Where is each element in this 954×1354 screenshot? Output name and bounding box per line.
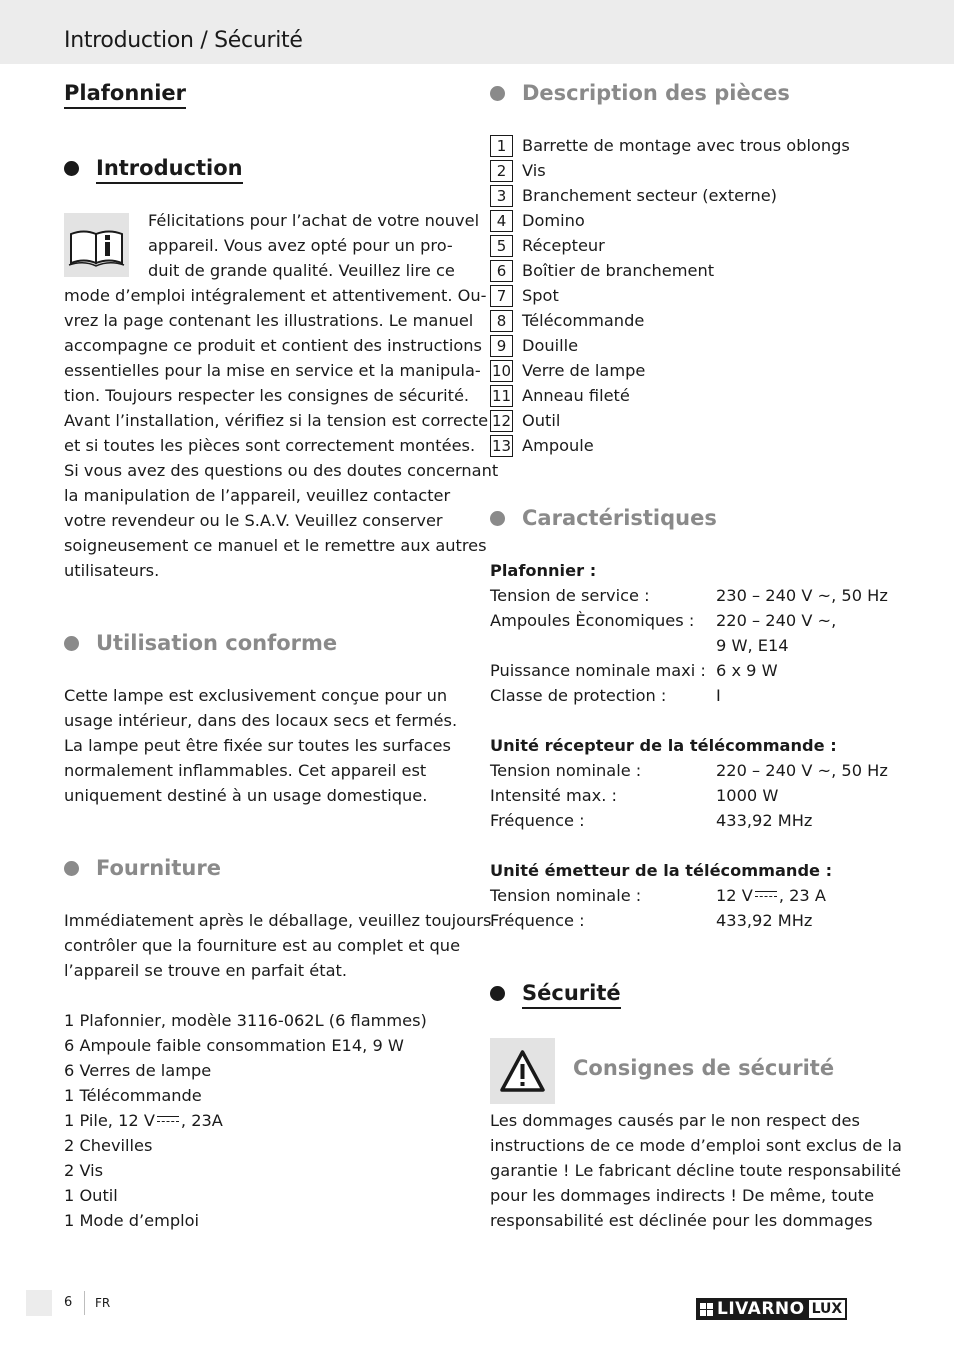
supply-item: 1 Outil: [64, 1186, 118, 1205]
supply-item: 1 Télécommande: [64, 1086, 202, 1105]
section-parts-heading: [490, 80, 790, 106]
spec-row: [490, 808, 890, 833]
spec-label: [490, 633, 716, 658]
text-line: pour les dommages indirects ! De même, toute: [490, 1186, 875, 1205]
part-number: 9: [490, 335, 513, 357]
spec-value: 9 W, E14: [716, 636, 789, 655]
logo-text: LIVARNO: [717, 1299, 805, 1319]
text-line: Les dommages causés par le non respect des: [490, 1111, 860, 1130]
section-heading-text: Fourniture: [96, 856, 221, 880]
bullet-icon: [64, 861, 79, 876]
specs-lamp-title: Plafonnier :: [490, 561, 597, 580]
spec-value: I: [716, 686, 721, 705]
supply-item: 6 Ampoule faible consommation E14, 9 W: [64, 1036, 404, 1055]
section-heading-text: Sécurité: [522, 980, 621, 1009]
section-heading-text: Caractéristiques: [522, 506, 717, 530]
text-line: La lampe peut être fixée sur toutes les surfaces: [64, 736, 451, 755]
page-number: 6: [64, 1295, 73, 1310]
part-label: Barrette de montage avec trous oblongs: [522, 136, 850, 155]
supply-item: 6 Verres de lampe: [64, 1061, 212, 1080]
part-number: 6: [490, 260, 513, 282]
text-line: appareil. Vous avez opté pour un pro-: [148, 236, 453, 255]
spec-value: 6 x 9 W: [716, 661, 778, 680]
text-line: Si vous avez des questions ou des doutes concernant: [64, 461, 499, 480]
text-line: Immédiatement après le déballage, veuillez toujours: [64, 911, 492, 930]
part-item: [490, 433, 850, 458]
part-number: 12: [491, 411, 512, 430]
part-label: Branchement secteur (externe): [522, 186, 777, 205]
bullet-icon: [490, 86, 505, 101]
spec-row: Tension nominale : 12 V , 23 A: [490, 886, 826, 905]
part-number: 1: [490, 135, 513, 157]
bullet-icon: [490, 511, 505, 526]
spec-row: [490, 633, 890, 658]
warning-triangle-icon: [490, 1038, 555, 1104]
part-item: [490, 158, 850, 183]
text-line: Félicitations pour l’achat de votre nouvel: [148, 211, 480, 230]
part-label: Domino: [522, 211, 585, 230]
bullet-icon: [64, 636, 79, 651]
section-introduction-heading: [64, 155, 243, 184]
part-number: 4: [490, 210, 513, 232]
text-line: soigneusement ce manuel et le remettre aux autres: [64, 536, 487, 555]
logo-squares-icon: [700, 1303, 713, 1316]
part-label: Récepteur: [522, 236, 605, 255]
text-line: essentielles pour la mise en service et la manipula-: [64, 361, 481, 380]
section-safety-heading: [490, 980, 621, 1009]
spec-label: Fréquence :: [490, 811, 585, 830]
spec-label: Intensité max. :: [490, 786, 617, 805]
spec-value: 433,92 MHz: [716, 811, 813, 830]
section-supply-heading: [64, 855, 221, 881]
text-line: vrez la page contenant les illustrations. Le manuel: [64, 311, 474, 330]
spec-value: 220 – 240 V ~, 50 Hz: [716, 761, 888, 780]
text-line: Avant l’installation, vérifiez si la tension est correcte: [64, 411, 489, 430]
text-line: la manipulation de l’appareil, veuillez contacter: [64, 486, 451, 505]
text-line: votre revendeur ou le S.A.V. Veuillez conserver: [64, 511, 443, 530]
specs-lamp: [490, 558, 890, 708]
part-item: [490, 283, 850, 308]
text-line: usage intérieur, dans des locaux secs et fermés.: [64, 711, 458, 730]
section-usage-heading: [64, 630, 337, 656]
brand-logo: [696, 1298, 847, 1320]
part-label: Anneau fileté: [522, 386, 630, 405]
spec-row: [490, 683, 890, 708]
supply-item-battery: 1 Pile, 12 V , 23A: [64, 1111, 223, 1130]
safety-text: [490, 1108, 902, 1233]
part-number: 13: [491, 436, 512, 455]
spec-row: [490, 583, 890, 608]
spec-row: [490, 608, 890, 633]
logo-lux-text: LUX: [809, 1300, 846, 1318]
part-label: Télécommande: [522, 311, 645, 330]
text-line: garantie ! Le fabricant décline toute responsabilité: [490, 1161, 902, 1180]
text-line: contrôler que la fourniture est au complet et que: [64, 936, 461, 955]
spec-row: [490, 758, 890, 783]
part-number: 8: [490, 310, 513, 332]
supply-text: [64, 908, 492, 983]
language-code: FR: [95, 1296, 111, 1310]
footer-divider: [84, 1291, 85, 1315]
safety-subheading: Consignes de sécurité: [573, 1056, 835, 1080]
part-item: [490, 383, 850, 408]
section-heading-text: Description des pièces: [522, 81, 790, 105]
spec-value: 1000 W: [716, 786, 779, 805]
footer-marker: [26, 1290, 52, 1316]
part-item: [490, 183, 850, 208]
intro-text: [64, 283, 499, 583]
part-item: [490, 333, 850, 358]
specs-emitter-title: Unité émetteur de la télécommande :: [490, 861, 833, 880]
part-item: [490, 308, 850, 333]
info-manual-icon: [64, 213, 129, 277]
text-line: uniquement destiné à un usage domestique.: [64, 786, 428, 805]
text-line: utilisateurs.: [64, 561, 160, 580]
part-number: 2: [490, 160, 513, 182]
spec-label: Classe de protection :: [490, 686, 667, 705]
part-label: Vis: [522, 161, 546, 180]
part-number: 5: [490, 235, 513, 257]
text-line: responsabilité est déclinée pour les dommages: [490, 1211, 873, 1230]
part-number: 7: [490, 285, 513, 307]
text-line: tion. Toujours respecter les consignes de sécurité.: [64, 386, 470, 405]
part-label: Ampoule: [522, 436, 594, 455]
supply-list: [64, 1008, 466, 1233]
specs-receiver: [490, 733, 890, 833]
spec-label: Ampoules Èconomiques :: [490, 611, 695, 630]
bullet-icon: [64, 161, 79, 176]
intro-text-wrapped: [148, 208, 480, 283]
part-item: [490, 208, 850, 233]
spec-row: Fréquence : 433,92 MHz: [490, 911, 813, 930]
part-label: Verre de lampe: [522, 361, 646, 380]
text-line: duit de grande qualité. Veuillez lire ce: [148, 261, 455, 280]
part-label: Spot: [522, 286, 559, 305]
page-header-title: Introduction / Sécurité: [64, 28, 303, 53]
supply-item: 2 Vis: [64, 1161, 104, 1180]
specs-emitter: [490, 858, 890, 933]
part-number: 3: [490, 185, 513, 207]
part-item: [490, 408, 850, 433]
section-specs-heading: [490, 505, 717, 531]
spec-row: [490, 658, 890, 683]
part-number: 10: [491, 361, 512, 380]
text-line: mode d’emploi intégralement et attentivement. Ou-: [64, 286, 487, 305]
parts-list: [490, 133, 850, 458]
dc-symbol-icon: [755, 890, 777, 900]
spec-label: Puissance nominale maxi :: [490, 661, 706, 680]
text-line: l’appareil se trouve en parfait état.: [64, 961, 348, 980]
part-item: [490, 258, 850, 283]
usage-text: [64, 683, 466, 808]
part-label: Douille: [522, 336, 579, 355]
part-label: Boîtier de branchement: [522, 261, 715, 280]
supply-item: 2 Chevilles: [64, 1136, 153, 1155]
part-number: 11: [491, 386, 512, 405]
specs-receiver-title: Unité récepteur de la télécommande :: [490, 736, 837, 755]
part-item: [490, 233, 850, 258]
text-line: normalement inflammables. Cet appareil est: [64, 761, 427, 780]
supply-item: 1 Plafonnier, modèle 3116-062L (6 flammes): [64, 1011, 427, 1030]
spec-label: Tension nominale :: [490, 761, 642, 780]
text-line: et si toutes les pièces sont correctement montées.: [64, 436, 476, 455]
text-line: instructions de ce mode d’emploi sont exclus de la: [490, 1136, 902, 1155]
part-item: [490, 358, 850, 383]
spec-row: [490, 783, 890, 808]
section-heading-text: Utilisation conforme: [96, 631, 338, 655]
part-item: [490, 133, 850, 158]
spec-value: 220 – 240 V ~,: [716, 611, 837, 630]
part-label: Outil: [522, 411, 561, 430]
spec-label: Tension de service :: [490, 586, 650, 605]
bullet-icon: [490, 986, 505, 1001]
product-title: Plafonnier: [64, 80, 186, 109]
supply-item: 1 Mode d’emploi: [64, 1211, 200, 1230]
text-line: Cette lampe est exclusivement conçue pour un: [64, 686, 448, 705]
text-line: accompagne ce produit et contient des instructions: [64, 336, 482, 355]
section-heading-text: Introduction: [96, 155, 243, 184]
dc-symbol-icon: [157, 1115, 179, 1125]
spec-value: 230 – 240 V ~, 50 Hz: [716, 586, 888, 605]
